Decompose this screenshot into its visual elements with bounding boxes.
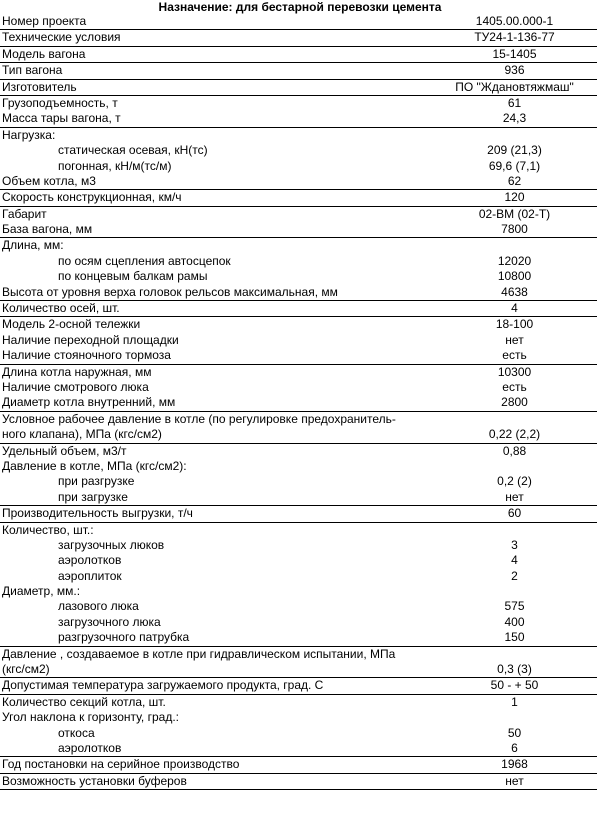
spec-row bbox=[0, 174, 597, 189]
spec-label: при загрузке bbox=[58, 489, 128, 504]
spec-group bbox=[0, 412, 597, 444]
spec-row bbox=[0, 80, 597, 95]
spec-group bbox=[0, 47, 597, 63]
spec-group bbox=[0, 317, 597, 364]
spec-label: База вагона, мм bbox=[2, 222, 93, 237]
spec-label: аэролотков bbox=[58, 553, 122, 568]
spec-row bbox=[0, 630, 597, 645]
spec-row bbox=[0, 726, 597, 741]
spec-value bbox=[432, 238, 597, 253]
spec-label: Модель 2-осной тележки bbox=[2, 317, 141, 332]
spec-row bbox=[0, 459, 597, 474]
spec-row bbox=[0, 695, 597, 710]
spec-value: 15-1405 bbox=[492, 46, 537, 61]
spec-value bbox=[432, 128, 597, 143]
spec-label: Габарит bbox=[2, 206, 47, 221]
spec-row bbox=[0, 254, 597, 269]
spec-row bbox=[0, 365, 597, 380]
spec-label: Условное рабочее давление в котле (по регулировке предохранитель- bbox=[2, 411, 396, 426]
spec-label: Наличие смотрового люка bbox=[2, 379, 149, 394]
spec-row bbox=[0, 96, 597, 111]
spec-row bbox=[0, 159, 597, 174]
spec-group bbox=[0, 647, 597, 679]
spec-label: аэроплиток bbox=[58, 568, 122, 583]
spec-value: 61 bbox=[507, 95, 522, 110]
spec-value bbox=[432, 647, 597, 662]
spec-value: 0,22 (2,2) bbox=[488, 427, 541, 442]
spec-label: Возможность установки буферов bbox=[2, 773, 187, 788]
spec-value: 400 bbox=[504, 614, 525, 629]
spec-group bbox=[0, 444, 597, 507]
spec-value: 60 bbox=[507, 506, 522, 521]
spec-group bbox=[0, 365, 597, 412]
spec-row bbox=[0, 190, 597, 205]
spec-row bbox=[0, 317, 597, 332]
spec-row bbox=[0, 333, 597, 348]
spec-row bbox=[0, 662, 597, 677]
spec-row bbox=[0, 269, 597, 284]
spec-group bbox=[0, 190, 597, 206]
spec-label: статическая осевая, кН(тс) bbox=[58, 143, 208, 158]
spec-group bbox=[0, 695, 597, 758]
spec-label: Скорость конструкционная, км/ч bbox=[2, 190, 182, 205]
spec-value bbox=[432, 710, 597, 725]
spec-group bbox=[0, 14, 597, 30]
spec-label: Высота от уровня верха головок рельсов максимальная, мм bbox=[2, 284, 338, 299]
spec-row bbox=[0, 14, 597, 29]
spec-label: Угол наклона к горизонту, град.: bbox=[2, 710, 179, 725]
spec-row bbox=[0, 128, 597, 143]
spec-value: ПО "Ждановтяжмаш" bbox=[455, 79, 574, 94]
spec-row bbox=[0, 143, 597, 158]
spec-value: 575 bbox=[504, 599, 525, 614]
spec-label: Диаметр, мм.: bbox=[2, 584, 81, 599]
spec-label: Грузоподъемность, т bbox=[2, 95, 118, 110]
spec-value: 10800 bbox=[497, 269, 532, 284]
spec-label: по осям сцепления автосцепок bbox=[58, 253, 231, 268]
spec-value: 2 bbox=[511, 568, 518, 583]
spec-label: аэролотков bbox=[58, 740, 122, 755]
spec-label: откоса bbox=[58, 725, 95, 740]
spec-group bbox=[0, 238, 597, 301]
spec-row bbox=[0, 741, 597, 756]
spec-row bbox=[0, 490, 597, 505]
spec-row bbox=[0, 506, 597, 521]
spec-group bbox=[0, 301, 597, 317]
spec-row bbox=[0, 538, 597, 553]
spec-row bbox=[0, 523, 597, 538]
spec-label: Давление , создаваемое в котле при гидравлическом испытании, МПа bbox=[2, 646, 396, 661]
spec-row bbox=[0, 207, 597, 222]
spec-value: 1968 bbox=[501, 757, 528, 772]
spec-row bbox=[0, 553, 597, 568]
spec-value: 3 bbox=[511, 537, 518, 552]
spec-row bbox=[0, 615, 597, 630]
spec-row bbox=[0, 238, 597, 253]
spec-value bbox=[432, 584, 597, 599]
spec-value: 50 - + 50 bbox=[490, 678, 539, 693]
spec-group bbox=[0, 207, 597, 239]
spec-value: 209 (21,3) bbox=[487, 143, 542, 158]
spec-label: при разгрузке bbox=[58, 474, 135, 489]
spec-row bbox=[0, 111, 597, 126]
spec-row bbox=[0, 647, 597, 662]
spec-row bbox=[0, 427, 597, 442]
spec-row bbox=[0, 222, 597, 237]
spec-value: есть bbox=[502, 348, 527, 363]
spec-row bbox=[0, 412, 597, 427]
spec-label: Год постановки на серийное производство bbox=[2, 757, 240, 772]
spec-value: 0,2 (2) bbox=[497, 474, 532, 489]
spec-row bbox=[0, 30, 597, 45]
spec-label: Объем котла, м3 bbox=[2, 173, 96, 188]
spec-value bbox=[432, 459, 597, 474]
spec-value: 24,3 bbox=[502, 111, 527, 126]
spec-row bbox=[0, 710, 597, 725]
spec-row bbox=[0, 395, 597, 410]
spec-row bbox=[0, 474, 597, 489]
spec-label: Количество осей, шт. bbox=[2, 301, 120, 316]
spec-value: есть bbox=[502, 379, 527, 394]
spec-row bbox=[0, 569, 597, 584]
spec-row bbox=[0, 285, 597, 300]
spec-label: по концевым балкам рамы bbox=[58, 269, 208, 284]
spec-value bbox=[432, 412, 597, 427]
spec-label: Диаметр котла внутренний, мм bbox=[2, 395, 176, 410]
spec-row bbox=[0, 584, 597, 599]
spec-value: 120 bbox=[504, 190, 525, 205]
spec-row bbox=[0, 47, 597, 62]
spec-group bbox=[0, 96, 597, 128]
spec-value: 62 bbox=[507, 173, 522, 188]
spec-value: 4638 bbox=[501, 284, 528, 299]
spec-label: Модель вагона bbox=[2, 46, 86, 61]
document-title: Назначение: для бестарной перевозки цемента bbox=[158, 0, 442, 14]
spec-row bbox=[0, 380, 597, 395]
spec-row bbox=[0, 774, 597, 789]
spec-value: 0,3 (3) bbox=[497, 662, 532, 677]
spec-group bbox=[0, 774, 597, 790]
spec-group bbox=[0, 678, 597, 694]
spec-value: 18-100 bbox=[495, 317, 534, 332]
spec-label: Наличие переходной площадки bbox=[2, 332, 179, 347]
spec-group bbox=[0, 63, 597, 79]
spec-label: Наличие стояночного тормоза bbox=[2, 348, 171, 363]
spec-row bbox=[0, 301, 597, 316]
spec-value: 4 bbox=[511, 301, 518, 316]
spec-label: Количество секций котла, шт. bbox=[2, 694, 166, 709]
spec-value: 7800 bbox=[501, 222, 528, 237]
spec-group bbox=[0, 523, 597, 647]
spec-value: ТУ24-1-136-77 bbox=[474, 30, 555, 45]
spec-value: нет bbox=[505, 332, 524, 347]
spec-value: 936 bbox=[504, 63, 525, 78]
spec-label: Давление в котле, МПа (кгс/см2): bbox=[2, 458, 187, 473]
spec-table bbox=[0, 14, 597, 790]
spec-value: нет bbox=[505, 773, 524, 788]
spec-group bbox=[0, 30, 597, 46]
spec-value: 12020 bbox=[497, 253, 532, 268]
spec-group bbox=[0, 506, 597, 522]
spec-label: загрузочного люка bbox=[58, 614, 161, 629]
spec-label: (кгс/см2) bbox=[2, 662, 50, 677]
spec-label: лазового люка bbox=[58, 599, 139, 614]
spec-row bbox=[0, 599, 597, 614]
spec-label: ного клапана), МПа (кгс/см2) bbox=[2, 427, 162, 442]
spec-row bbox=[0, 63, 597, 78]
spec-group bbox=[0, 128, 597, 191]
spec-label: Технические условия bbox=[2, 30, 121, 45]
spec-label: Длина котла наружная, мм bbox=[2, 364, 152, 379]
spec-label: Длина, мм: bbox=[2, 238, 64, 253]
spec-label: Нагрузка: bbox=[2, 127, 56, 142]
spec-label: загрузочных люков bbox=[58, 537, 165, 552]
spec-value: нет bbox=[505, 489, 524, 504]
spec-label: разгрузочного патрубка bbox=[58, 630, 190, 645]
spec-label: Удельный объем, м3/т bbox=[2, 443, 127, 458]
spec-label: Тип вагона bbox=[2, 63, 63, 78]
spec-value: 4 bbox=[511, 553, 518, 568]
spec-value: 10300 bbox=[497, 364, 532, 379]
spec-group bbox=[0, 80, 597, 96]
spec-label: погонная, кН/м(тс/м) bbox=[58, 158, 172, 173]
spec-row bbox=[0, 757, 597, 772]
spec-value: 02-ВМ (02-Т) bbox=[478, 206, 551, 221]
spec-label: Масса тары вагона, т bbox=[2, 111, 121, 126]
spec-value: 1405.00.000-1 bbox=[475, 14, 554, 28]
spec-value: 6 bbox=[511, 740, 518, 755]
spec-value: 150 bbox=[504, 630, 525, 645]
spec-label: Производительность выгрузки, т/ч bbox=[2, 506, 193, 521]
spec-value: 69,6 (7,1) bbox=[488, 158, 541, 173]
spec-value: 2800 bbox=[501, 395, 528, 410]
spec-row bbox=[0, 678, 597, 693]
spec-value: 50 bbox=[507, 725, 522, 740]
spec-label: Количество, шт.: bbox=[2, 522, 94, 537]
spec-value: 1 bbox=[511, 694, 518, 709]
spec-value: 0,88 bbox=[502, 443, 527, 458]
spec-group bbox=[0, 757, 597, 773]
spec-value bbox=[432, 523, 597, 538]
spec-label: Допустимая температура загружаемого продукта, град. С bbox=[2, 678, 324, 693]
spec-label: Номер проекта bbox=[2, 14, 87, 28]
spec-row bbox=[0, 348, 597, 363]
spec-label: Изготовитель bbox=[2, 79, 77, 94]
spec-row bbox=[0, 444, 597, 459]
